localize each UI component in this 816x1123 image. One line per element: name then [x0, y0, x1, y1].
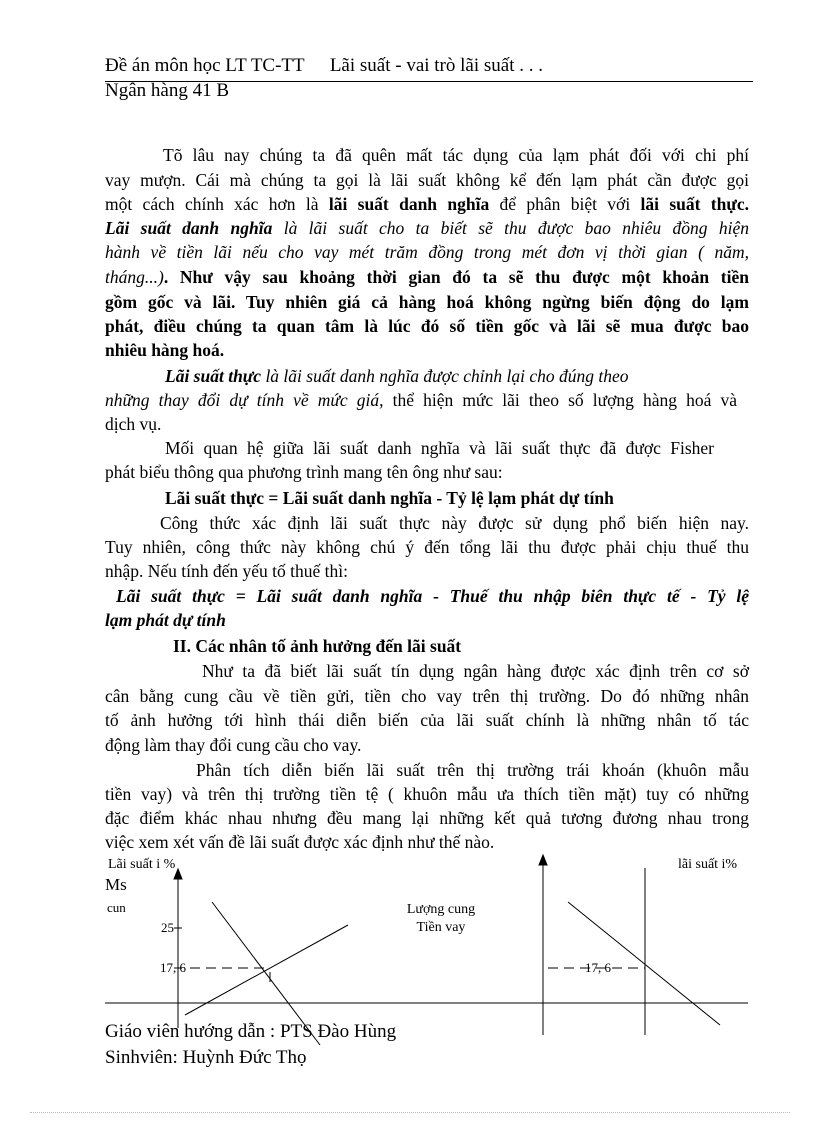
para1-line2: vay mượn. Cái mà chúng ta gọi là lãi suất không kể đến lạm phát cần được gọi: [105, 170, 749, 190]
section-heading: II. Các nhân tố ảnh hưởng đến lãi suất: [173, 636, 462, 656]
fisher-formula: Lãi suất thực = Lãi suất danh nghĩa - Tỷ lệ lạm phát dự tính: [165, 488, 614, 508]
supply-label-line1: Lượng cung: [406, 902, 476, 917]
cun-label: cun: [107, 900, 126, 915]
para2-line3: dịch vụ.: [105, 414, 162, 434]
para5-line4: động làm thay đổi cung cầu cho vay.: [105, 735, 362, 755]
para1-line8: phát, điều chúng ta quan tâm là lúc đó số tiền gốc và lãi sẽ mua được bao: [105, 316, 749, 336]
para6-line3: đặc điểm khác nhau nhưng đều mang lại những kết quả tương đương nhau trong: [105, 808, 749, 828]
course-title: Đề án môn học LT TC-TT: [105, 55, 305, 76]
header-dept: Ngân hàng 41 B: [105, 80, 230, 101]
para1-line6: tháng...). Như vậy sau khoảng thời gian đó ta sẽ thu được một khoản tiền: [105, 267, 749, 287]
page-bottom-dotted-rule: [30, 1112, 790, 1113]
para1-line5: hành về tiền lãi nếu cho vay mét trăm đồng trong mét đơn vị thời gian ( năm,: [105, 242, 749, 262]
topic-title: Lãi suất - vai trò lãi suất . . .: [329, 55, 543, 76]
para1-line3: một cách chính xác hơn là lãi suất danh nghĩa để phân biệt với lãi suất thực.: [105, 194, 749, 214]
tax-formula-line2: lạm phát dự tính: [105, 610, 226, 630]
footer-student: Sinhviên: Huỳnh Đức Thọ: [105, 1047, 307, 1068]
para2-line2: những thay đổi dự tính về mức giá, thể hiện mức lãi theo số lượng hàng hoá và: [105, 390, 737, 410]
para3-line2: phát biểu thông qua phương trình mang tên ông như sau:: [105, 462, 503, 482]
right-axis-arrow-icon: [539, 855, 547, 865]
para4-line2: Tuy nhiên, công thức này không chú ý đến tổng lãi thu được phải chịu thuế thu: [105, 537, 749, 557]
para1-line7: gồm gốc và lãi. Tuy nhiên giá cả hàng hoá không ngừng biến động do lạm: [105, 292, 749, 312]
para1-line4: Lãi suất danh nghĩa là lãi suất cho ta biết sẽ thu được bao nhiêu đồng hiện: [105, 218, 750, 238]
para1-line1: Tõ lâu nay chúng ta đã quên mất tác dụng của lạm phát đối với chi phí: [163, 145, 749, 165]
footer-teacher: Giáo viên hướng dẫn : PTS Đào Hùng: [105, 1021, 397, 1042]
tick-25-label: 25: [161, 920, 174, 935]
para1-line9: nhiêu hàng hoá.: [105, 340, 225, 360]
para6-line2: tiền vay) và trên thị trường tiền tệ ( khuôn mẫu ưa thích tiền mặt) tuy có những: [105, 784, 749, 804]
supply-label-line2: Tiền vay: [416, 920, 466, 935]
left-axis-label: Lãi suất i %: [108, 857, 176, 872]
para5-line2: cân bằng cung cầu về tiền gửi, tiền cho vay trên thị trường. Do đó những nhân: [105, 686, 749, 706]
right-tick-label: 17, 6: [585, 960, 611, 975]
left-supply-curve: [185, 925, 348, 1015]
tick-176-label: 17, 6: [160, 960, 186, 975]
para4-line1: Công thức xác định lãi suất thực này được sử dụng phổ biến hiện nay.: [160, 513, 749, 533]
para6-line4: việc xem xét vấn đề lãi suất được xác định như thế nào.: [105, 832, 495, 852]
para5-line3: tố ảnh hưởng tới hình thái diễn biến của lãi suất chính là những nhân tố tác: [105, 710, 749, 730]
para4-line3: nhập. Nếu tính đến yếu tố thuế thì:: [105, 561, 349, 581]
para5-line1: Như ta đã biết lãi suất tín dụng ngân hàng được xác định trên cơ sở: [202, 661, 749, 681]
para3-line1: Mối quan hệ giữa lãi suất danh nghĩa và lãi suất thực đã được Fisher: [165, 438, 714, 458]
right-axis-label: lãi suất i%: [678, 857, 738, 872]
ms-label: Ms: [105, 875, 127, 894]
para6-line1: Phân tích diễn biến lãi suất trên thị trường trái khoán (khuôn mẫu: [196, 760, 749, 780]
tax-formula-line1: Lãi suất thực = Lãi suất danh nghĩa - Thuế thu nhập biên thực tế - Tỷ lệ: [116, 586, 749, 606]
para2-line1: Lãi suất thực là lãi suất danh nghĩa được chỉnh lại cho đúng theo: [165, 366, 629, 386]
